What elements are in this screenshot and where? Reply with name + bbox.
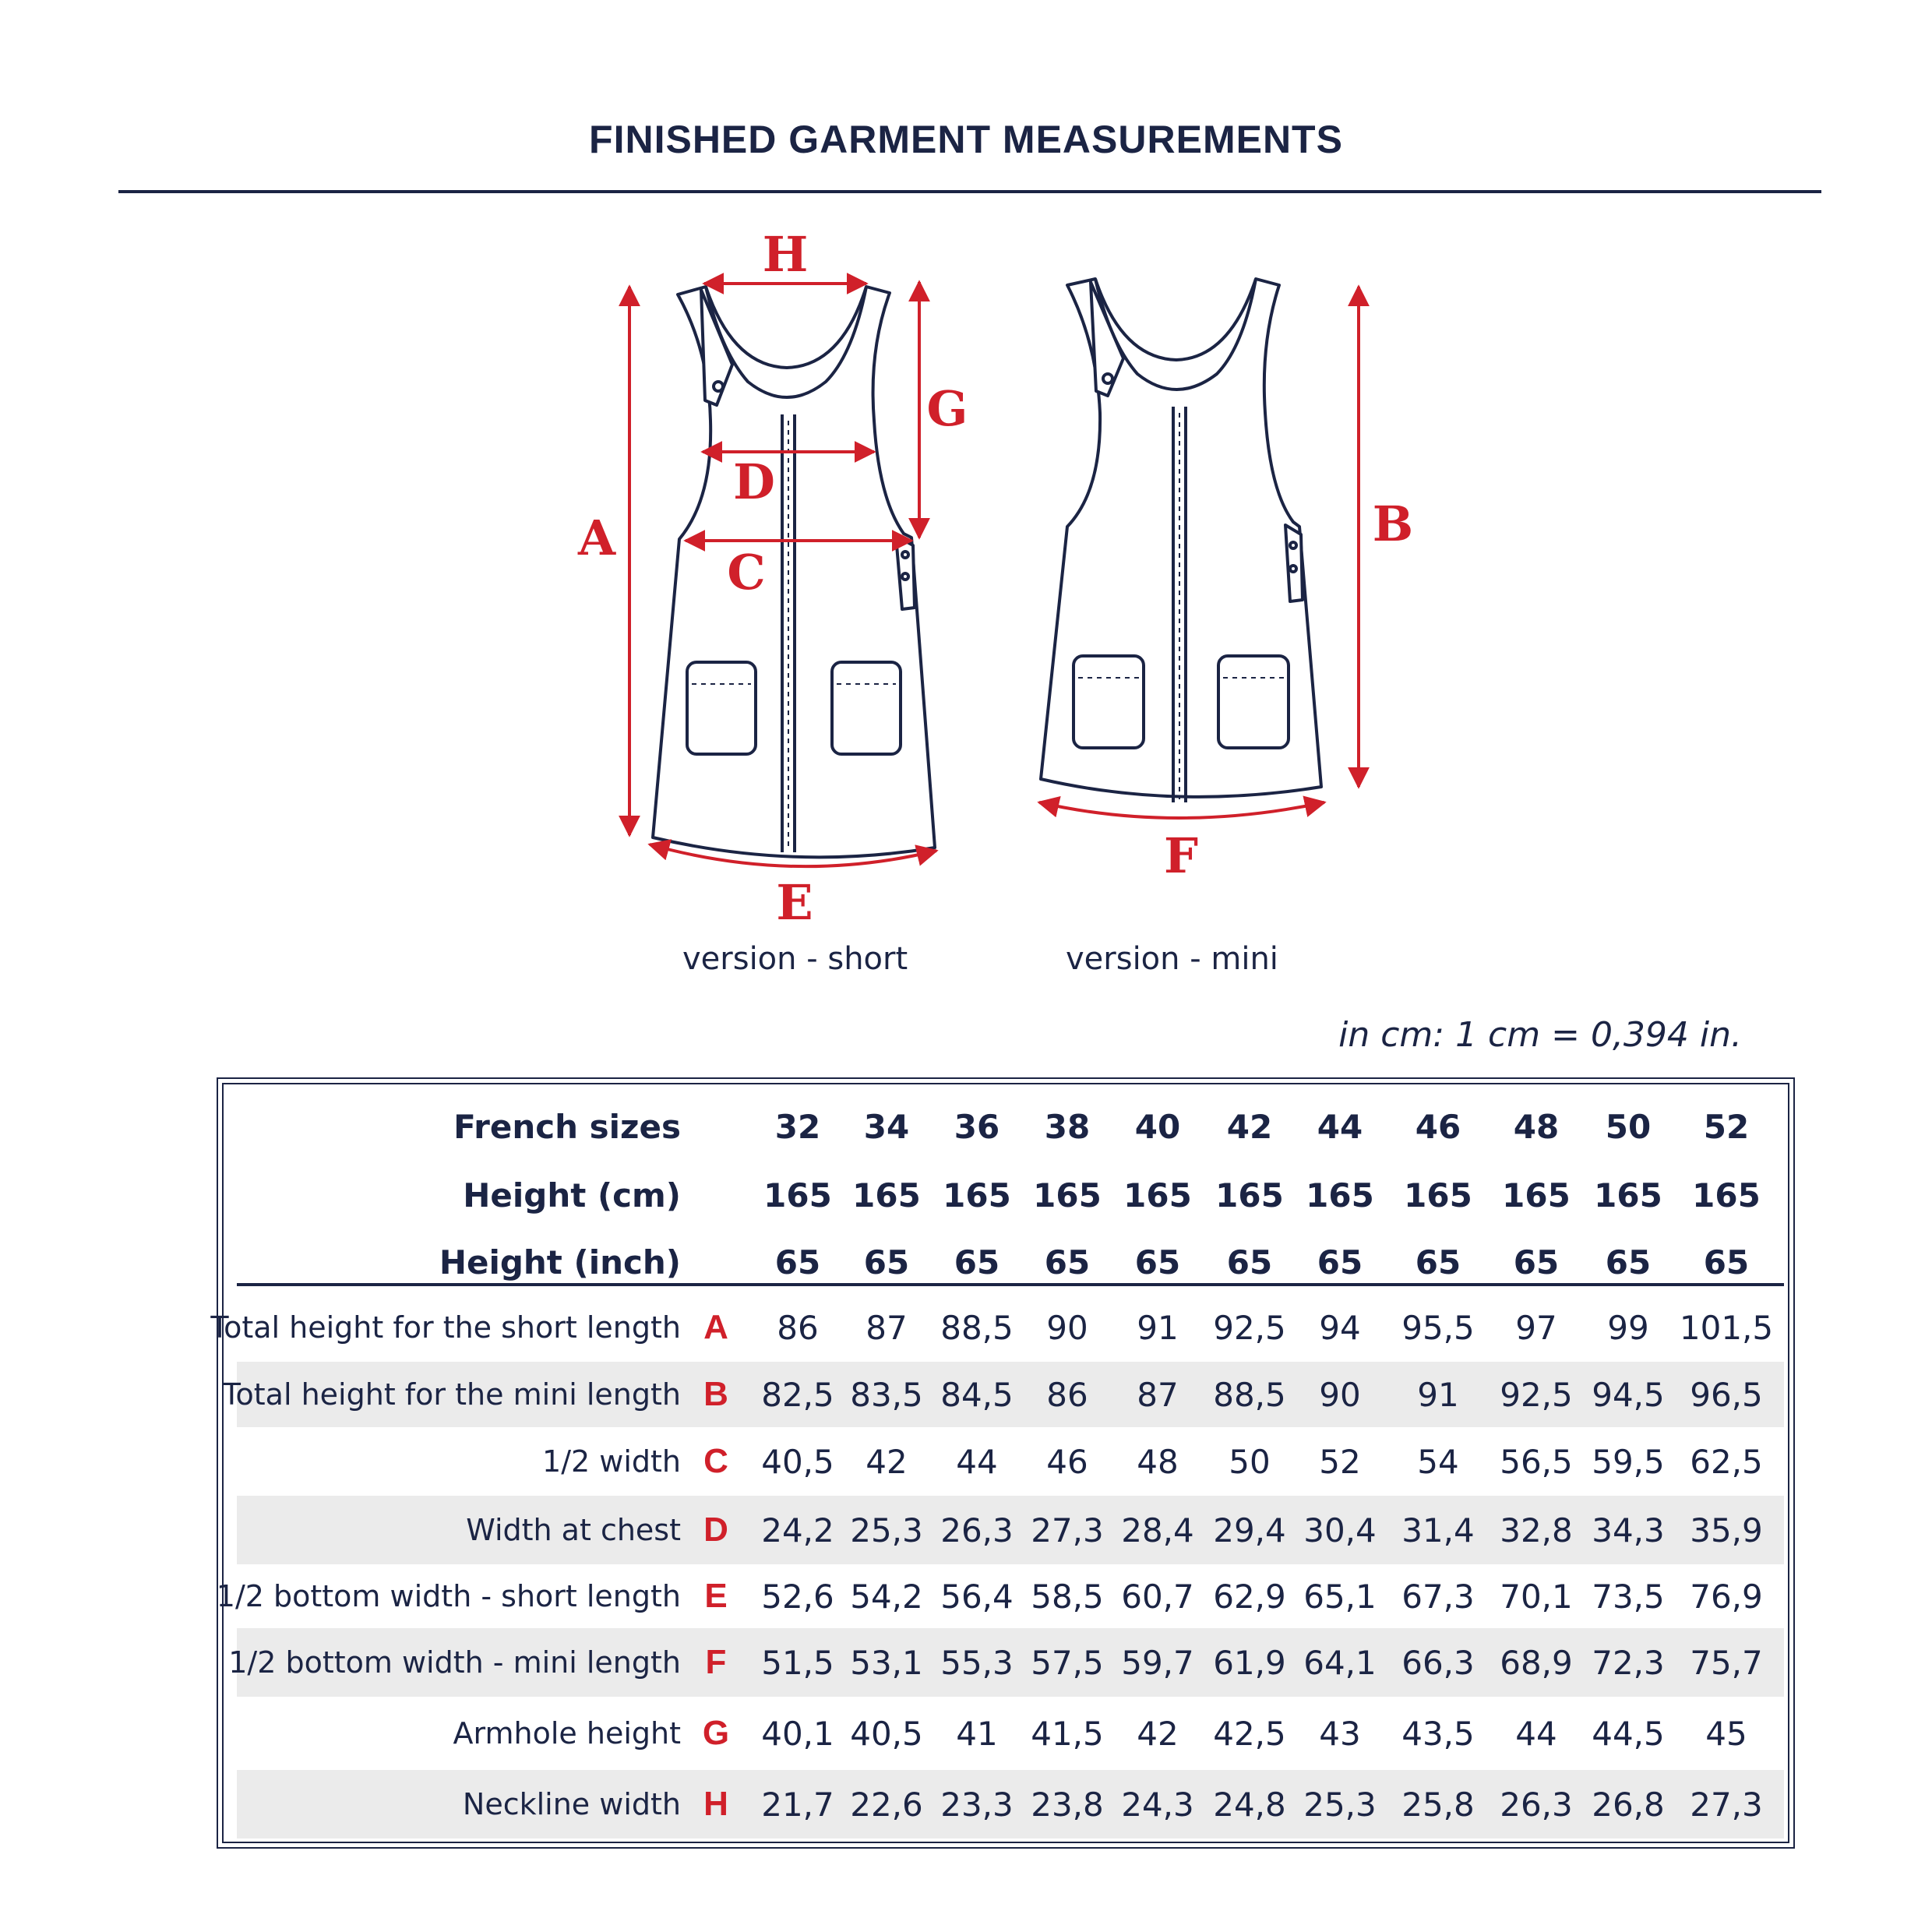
table-cell: 35,9: [1690, 1511, 1763, 1549]
table-cell: 65: [1134, 1243, 1181, 1282]
table-cell: 86: [1046, 1375, 1088, 1414]
table-cell: 60,7: [1121, 1577, 1194, 1616]
table-cell: 40: [1134, 1107, 1181, 1146]
table-cell: 44: [956, 1442, 998, 1481]
table-cell: 40,1: [761, 1714, 834, 1753]
table-cell: 24,8: [1213, 1785, 1286, 1824]
table-cell: 94,5: [1592, 1375, 1665, 1414]
label-f: F: [1163, 827, 1199, 884]
table-cell: 25,8: [1401, 1785, 1475, 1824]
row-label: Total height for the mini length: [222, 1377, 681, 1412]
table-cell: 58,5: [1031, 1577, 1104, 1616]
table-cell: 165: [1033, 1176, 1102, 1215]
table-cell: 36: [954, 1107, 1000, 1146]
table-cell: 75,7: [1690, 1643, 1763, 1682]
table-cell: 30,4: [1303, 1511, 1377, 1549]
table-cell: 27,3: [1690, 1785, 1763, 1824]
row-letter: E: [704, 1577, 728, 1615]
table-cell: 55,3: [940, 1643, 1014, 1682]
table-cell: 28,4: [1121, 1511, 1194, 1549]
table-row: [237, 1697, 1784, 1770]
table-row: [237, 1770, 1784, 1839]
table-cell: 34: [863, 1107, 910, 1146]
table-cell: 92,5: [1213, 1308, 1286, 1347]
table-cell: 42,5: [1213, 1714, 1286, 1753]
unit-conversion-note: in cm: 1 cm = 0,394 in.: [1338, 1015, 1742, 1055]
row-letter: C: [703, 1442, 728, 1480]
table-cell: 97: [1515, 1308, 1557, 1347]
table-cell: 59,7: [1121, 1643, 1194, 1682]
table-cell: 65: [1605, 1243, 1652, 1282]
table-cell: 88,5: [1213, 1375, 1286, 1414]
table-cell: 40,5: [850, 1714, 923, 1753]
row-letter: D: [703, 1511, 728, 1549]
table-cell: 76,9: [1690, 1577, 1763, 1616]
table-cell: 21,7: [761, 1785, 834, 1824]
table-cell: 65: [863, 1243, 910, 1282]
row-letter: H: [703, 1785, 728, 1823]
table-header-row: [237, 1097, 1784, 1156]
table-cell: 65: [1317, 1243, 1363, 1282]
table-cell: 59,5: [1592, 1442, 1665, 1481]
dress-short-outline: [653, 287, 935, 857]
table-cell: 27,3: [1031, 1511, 1104, 1549]
label-c: C: [727, 544, 766, 601]
table-cell: 65,1: [1303, 1577, 1377, 1616]
table-cell: 165: [943, 1176, 1011, 1215]
table-cell: 92,5: [1500, 1375, 1573, 1414]
table-cell: 62,9: [1213, 1577, 1286, 1616]
table-cell: 165: [1404, 1176, 1472, 1215]
table-cell: 72,3: [1592, 1643, 1665, 1682]
table-cell: 65: [774, 1243, 821, 1282]
table-cell: 50: [1229, 1442, 1271, 1481]
dress-mini-outline: [1041, 279, 1321, 802]
table-cell: 26,3: [1500, 1785, 1573, 1824]
table-cell: 62,5: [1690, 1442, 1763, 1481]
table-cell: 90: [1319, 1375, 1361, 1414]
table-cell: 61,9: [1213, 1643, 1286, 1682]
table-cell: 88,5: [940, 1308, 1014, 1347]
table-cell: 165: [1215, 1176, 1284, 1215]
table-cell: 65: [1703, 1243, 1750, 1282]
table-row: [237, 1427, 1784, 1496]
table-cell: 83,5: [850, 1375, 923, 1414]
table-cell: 95,5: [1401, 1308, 1475, 1347]
table-cell: 65: [1513, 1243, 1560, 1282]
row-label: French sizes: [453, 1107, 681, 1146]
table-cell: 64,1: [1303, 1643, 1377, 1682]
table-cell: 42: [1226, 1107, 1273, 1146]
table-cell: 65: [1415, 1243, 1461, 1282]
table-cell: 70,1: [1500, 1577, 1573, 1616]
table-cell: 54,2: [850, 1577, 923, 1616]
caption-short: version - short: [682, 941, 908, 977]
table-cell: 53,1: [850, 1643, 923, 1682]
table-cell: 25,3: [1303, 1785, 1377, 1824]
table-cell: 101,5: [1679, 1308, 1774, 1347]
table-header-divider: [237, 1283, 1784, 1286]
label-e: E: [776, 874, 813, 931]
table-cell: 91: [1417, 1375, 1459, 1414]
table-cell: 24,3: [1121, 1785, 1194, 1824]
row-label: Armhole height: [453, 1716, 681, 1750]
table-cell: 46: [1415, 1107, 1461, 1146]
table-row: [228, 1628, 1784, 1697]
row-label: 1/2 width: [542, 1444, 681, 1479]
table-cell: 90: [1046, 1308, 1088, 1347]
table-cell: 25,3: [850, 1511, 923, 1549]
table-cell: 48: [1137, 1442, 1179, 1481]
table-cell: 56,4: [940, 1577, 1014, 1616]
table-cell: 66,3: [1401, 1643, 1475, 1682]
table-cell: 42: [866, 1442, 908, 1481]
table-cell: 40,5: [761, 1442, 834, 1481]
table-cell: 44: [1317, 1107, 1363, 1146]
row-letter: A: [703, 1308, 728, 1346]
table-cell: 41,5: [1031, 1714, 1104, 1753]
table-cell: 87: [1137, 1375, 1179, 1414]
table-cell: 86: [777, 1308, 819, 1347]
table-cell: 165: [1594, 1176, 1662, 1215]
table-cell: 82,5: [761, 1375, 834, 1414]
table-cell: 165: [1123, 1176, 1192, 1215]
table-cell: 24,2: [761, 1511, 834, 1549]
table-cell: 46: [1046, 1442, 1088, 1481]
table-cell: 26,3: [940, 1511, 1014, 1549]
table-cell: 52: [1703, 1107, 1750, 1146]
table-cell: 34,3: [1592, 1511, 1665, 1549]
table-cell: 165: [1502, 1176, 1571, 1215]
table-cell: 165: [1306, 1176, 1374, 1215]
table-row: [216, 1564, 1784, 1628]
table-cell: 52: [1319, 1442, 1361, 1481]
table-cell: 29,4: [1213, 1511, 1286, 1549]
table-cell: 23,3: [940, 1785, 1014, 1824]
table-cell: 54: [1417, 1442, 1459, 1481]
table-cell: 43: [1319, 1714, 1361, 1753]
table-cell: 65: [1226, 1243, 1273, 1282]
table-cell: 22,6: [850, 1785, 923, 1824]
table-cell: 96,5: [1690, 1375, 1763, 1414]
table-cell: 32: [774, 1107, 821, 1146]
table-cell: 165: [1692, 1176, 1761, 1215]
table-cell: 45: [1705, 1714, 1747, 1753]
table-row: [237, 1496, 1784, 1564]
table-row: [222, 1362, 1784, 1427]
table-cell: 32,8: [1500, 1511, 1573, 1549]
row-label: Height (cm): [463, 1176, 681, 1215]
table-cell: 165: [763, 1176, 832, 1215]
row-label: Neckline width: [462, 1787, 681, 1821]
table-cell: 68,9: [1500, 1643, 1573, 1682]
label-b: B: [1372, 495, 1414, 552]
table-cell: 87: [866, 1308, 908, 1347]
label-a: A: [577, 509, 616, 566]
table-cell: 99: [1607, 1308, 1649, 1347]
table-cell: 31,4: [1401, 1511, 1475, 1549]
table-cell: 94: [1319, 1308, 1361, 1347]
table-header-row: [237, 1165, 1784, 1225]
table-cell: 38: [1044, 1107, 1091, 1146]
table-cell: 52,6: [761, 1577, 834, 1616]
label-g: G: [926, 380, 968, 437]
table-cell: 65: [954, 1243, 1000, 1282]
table-cell: 73,5: [1592, 1577, 1665, 1616]
row-label: Total height for the short length: [210, 1310, 681, 1345]
table-cell: 91: [1137, 1308, 1179, 1347]
row-label: 1/2 bottom width - mini length: [228, 1645, 681, 1680]
label-h: H: [762, 226, 809, 283]
table-cell: 42: [1137, 1714, 1179, 1753]
page-title: FINISHED GARMENT MEASUREMENTS: [589, 118, 1343, 161]
table-cell: 165: [852, 1176, 921, 1215]
table-cell: 48: [1513, 1107, 1560, 1146]
table-cell: 67,3: [1401, 1577, 1475, 1616]
table-cell: 26,8: [1592, 1785, 1665, 1824]
row-letter: F: [705, 1643, 727, 1681]
row-label: 1/2 bottom width - short length: [216, 1579, 681, 1613]
table-cell: 65: [1044, 1243, 1091, 1282]
table-cell: 43,5: [1401, 1714, 1475, 1753]
row-letter: G: [702, 1714, 730, 1752]
label-d: D: [733, 453, 775, 510]
table-cell: 56,5: [1500, 1442, 1573, 1481]
row-letter: B: [703, 1375, 728, 1413]
table-cell: 84,5: [940, 1375, 1014, 1414]
table-row: [210, 1293, 1784, 1362]
table-cell: 44,5: [1592, 1714, 1665, 1753]
arrow-f: [1039, 802, 1324, 818]
table-cell: 51,5: [761, 1643, 834, 1682]
table-cell: 44: [1515, 1714, 1557, 1753]
table-cell: 23,8: [1031, 1785, 1104, 1824]
caption-mini: version - mini: [1066, 941, 1278, 977]
table-cell: 57,5: [1031, 1643, 1104, 1682]
table-cell: 50: [1605, 1107, 1652, 1146]
row-label: Height (inch): [439, 1243, 681, 1282]
row-label: Width at chest: [466, 1513, 681, 1547]
table-cell: 41: [956, 1714, 998, 1753]
